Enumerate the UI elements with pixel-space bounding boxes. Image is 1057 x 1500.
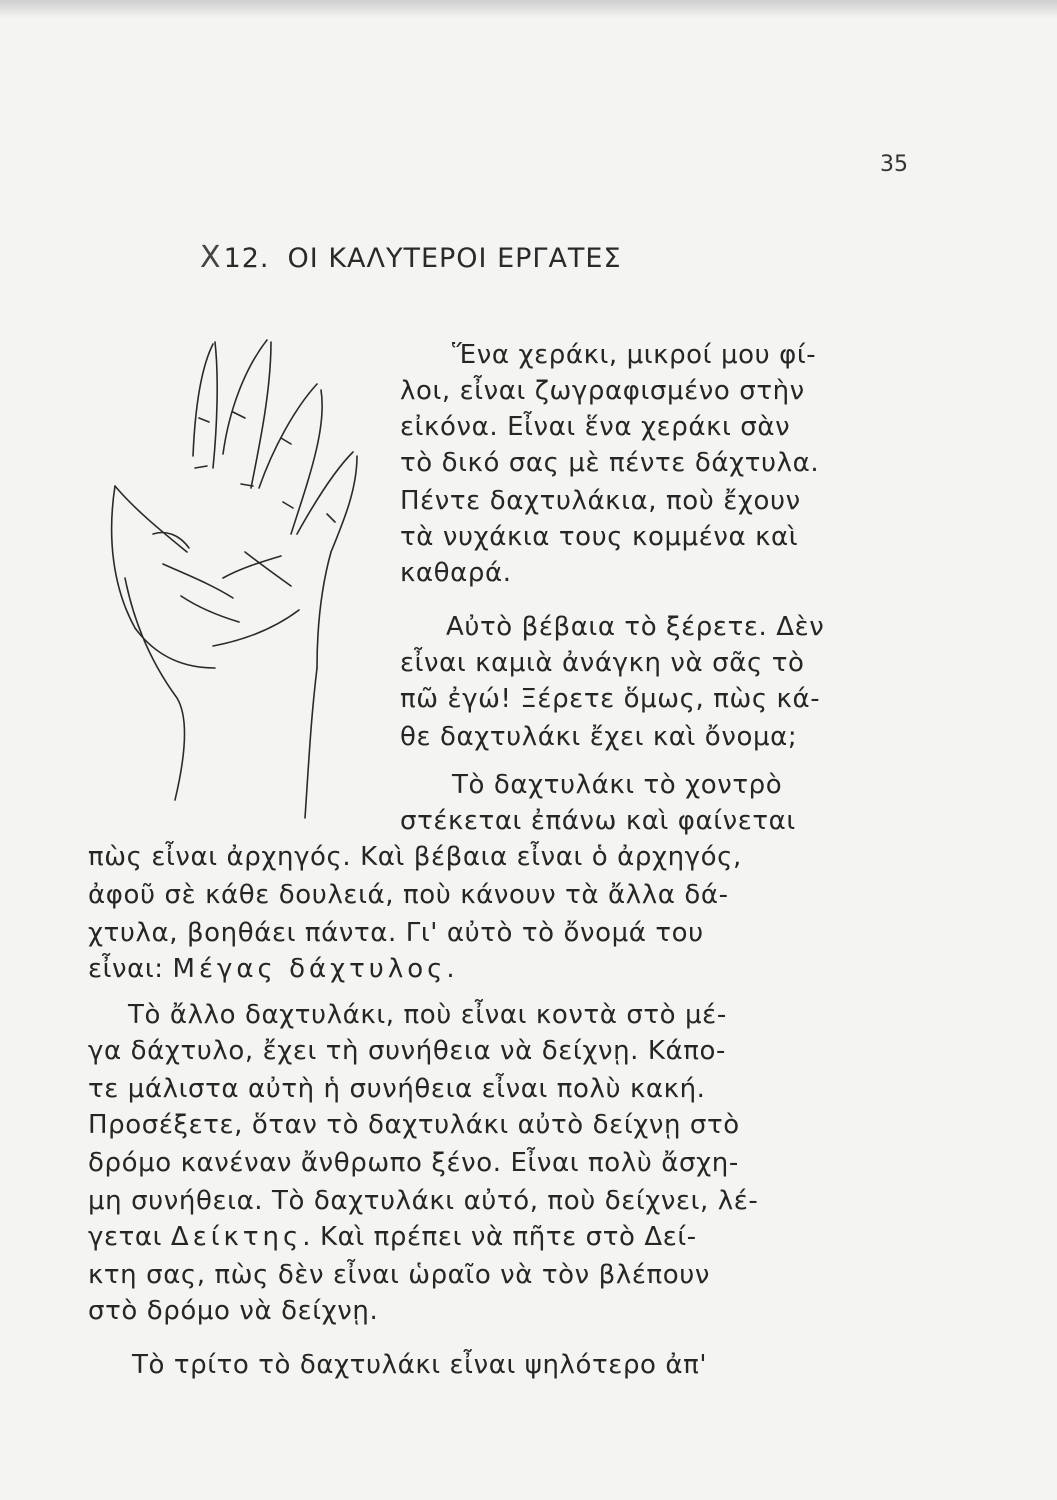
text-line (88, 1222, 697, 1252)
text-line: Ἕνα χεράκι, μικροί μου φί- (452, 340, 817, 370)
text-line (88, 954, 459, 984)
hand-drawing-icon (95, 338, 385, 838)
chapter-title: ΟΙ ΚΑΛΥΤΕΡΟΙ ΕΡΓΑΤΕΣ (287, 243, 622, 274)
line-text: γεται (88, 1222, 171, 1252)
handwritten-mark: X (200, 240, 222, 275)
text-line: καθαρά. (400, 558, 512, 588)
text-line: δρόμο κανέναν ἄνθρωπο ξένο. Εἶναι πολὺ ἄσχη- (88, 1148, 739, 1178)
text-line: Προσέξετε, ὅταν τὸ δαχτυλάκι αὐτὸ δείχνῃ στὸ (88, 1110, 740, 1140)
chapter-heading (200, 240, 622, 275)
text-line: κτη σας, πὼς δὲν εἶναι ὡραῖο νὰ τὸν βλέπουν (88, 1260, 711, 1290)
text-line: Τὸ δαχτυλάκι τὸ χοντρὸ (452, 770, 783, 800)
text-line: τε μάλιστα αὐτὴ ἡ συνήθεια εἶναι πολὺ κακή. (88, 1074, 706, 1104)
chapter-number: 12. (223, 243, 270, 274)
text-line: Πέντε δαχτυλάκια, ποὺ ἔχουν (400, 486, 801, 516)
text-line: χτυλα, βοηθάει πάντα. Γι' αὐτὸ τὸ ὄνομά του (88, 918, 704, 948)
text-line: πῶ ἐγώ! Ξέρετε ὅμως, πὼς κά- (400, 684, 821, 714)
text-line: στέκεται ἐπάνω καὶ φαίνεται (400, 806, 796, 836)
line-text: . Καὶ πρέπει νὰ πῆτε στὸ Δεί- (302, 1222, 697, 1252)
text-line: Τὸ τρίτο τὸ δαχτυλάκι εἶναι ψηλότερο ἀπ' (132, 1350, 708, 1380)
page-number: 35 (880, 152, 908, 177)
text-line: στὸ δρόμο νὰ δείχνῃ. (88, 1296, 379, 1326)
line-text: εἶναι: (88, 954, 173, 984)
text-line: λοι, εἶναι ζωγραφισμένο στὴν (400, 376, 805, 406)
text-line: εἰκόνα. Εἶναι ἕνα χεράκι σὰν (400, 412, 791, 442)
text-line: τὸ δικό σας μὲ πέντε δάχτυλα. (400, 448, 820, 478)
text-line: εἶναι καμιὰ ἀνάγκη νὰ σᾶς τὸ (400, 648, 805, 678)
text-line: τὰ νυχάκια τους κομμένα καὶ (400, 522, 799, 552)
text-line: ἀφοῦ σὲ κάθε δουλειά, ποὺ κάνουν τὰ ἄλλα δά- (88, 880, 729, 910)
finger-name-deiktis: Δείκτης (170, 1222, 303, 1252)
text-line: Τὸ ἄλλο δαχτυλάκι, ποὺ εἶναι κοντὰ στὸ μέ- (128, 1000, 727, 1030)
text-line: μη συνήθεια. Τὸ δαχτυλάκι αὐτό, ποὺ δείχνει, λέ- (88, 1186, 759, 1216)
text-line: Αὐτὸ βέβαια τὸ ξέρετε. Δὲν (446, 612, 825, 642)
finger-name-megas: Μέγας δάχτυλος. (172, 954, 459, 984)
text-line: πὼς εἶναι ἀρχηγός. Καὶ βέβαια εἶναι ὁ ἀρχηγός, (88, 842, 742, 872)
text-line: γα δάχτυλο, ἔχει τὴ συνήθεια νὰ δείχνῃ. Κάπο- (88, 1036, 727, 1066)
text-line: θε δαχτυλάκι ἔχει καὶ ὄνομα; (400, 722, 798, 752)
